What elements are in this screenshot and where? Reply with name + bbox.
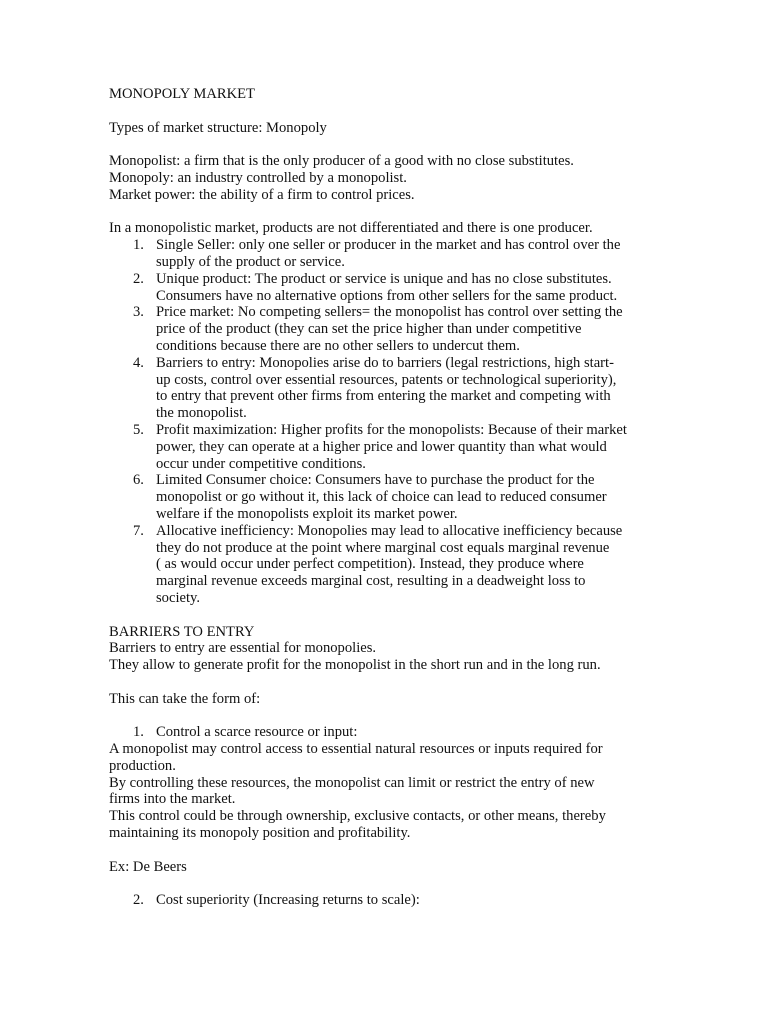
- barrier-text-line: firms into the market.: [109, 791, 236, 808]
- list-number: 7.: [133, 522, 144, 539]
- section-heading-barriers: BARRIERS TO ENTRY: [109, 623, 255, 640]
- list-item: [109, 355, 669, 422]
- barrier-text-line: By controlling these resources, the monopolist can limit or restrict the entry of new: [109, 774, 595, 791]
- list-item: [109, 523, 669, 607]
- list-number: 6.: [133, 472, 144, 489]
- list-item-line: conditions because there are no other sellers to undercut them.: [156, 337, 520, 354]
- spacer: [109, 875, 669, 892]
- list-item-line: Consumers have no alternative options from other sellers for the same product.: [156, 287, 618, 304]
- list-item-line: Allocative inefficiency: Monopolies may lead to allocative inefficiency because: [156, 522, 623, 539]
- spacer: [109, 674, 669, 691]
- list-number: 5.: [133, 421, 144, 438]
- barrier-item-1: [109, 724, 669, 741]
- barrier-text-line: This control could be through ownership, exclusive contacts, or other means, thereby: [109, 808, 606, 825]
- document-title: MONOPOLY MARKET: [109, 86, 255, 102]
- list-number: 1.: [133, 724, 144, 741]
- list-item-line: Barriers to entry: Monopolies arise do to barriers (legal restrictions, high start-: [156, 354, 614, 371]
- spacer: [109, 842, 669, 859]
- spacer: [109, 707, 669, 724]
- barriers-line: They allow to generate profit for the monopolist in the short run and in the long run.: [109, 657, 601, 674]
- list-item-line: monopolist or go without it, this lack of choice can lead to reduced consumer: [156, 489, 607, 506]
- list-item-line: Profit maximization: Higher profits for the monopolists: Because of their market: [156, 421, 627, 438]
- list-item: [109, 304, 669, 354]
- list-item-line: ( as would occur under perfect competition). Instead, they produce where: [156, 556, 584, 573]
- definition-monopoly: Monopoly: an industry controlled by a monopolist.: [109, 169, 407, 186]
- document-body: [109, 86, 669, 909]
- list-item-line: Limited Consumer choice: Consumers have to purchase the product for the: [156, 472, 595, 489]
- document-subtitle: Types of market structure: Monopoly: [109, 119, 327, 136]
- list-number: 3.: [133, 304, 144, 321]
- list-item-line: they do not produce at the point where marginal cost equals marginal revenue: [156, 539, 610, 556]
- barrier-text-line: A monopolist may control access to essential natural resources or inputs required for: [109, 741, 603, 758]
- barriers-line: Barriers to entry are essential for monopolies.: [109, 640, 377, 657]
- barrier-text-line: production.: [109, 757, 176, 774]
- list-item: [109, 271, 669, 305]
- list-item-line: welfare if the monopolists exploit its market power.: [156, 505, 458, 522]
- list-item: [109, 422, 669, 472]
- list-item-line: the monopolist.: [156, 405, 247, 422]
- barrier-label: Cost superiority (Increasing returns to scale):: [156, 892, 420, 909]
- list-item-line: up costs, control over essential resources, patents or technological superiority),: [156, 371, 617, 388]
- list-item-line: to entry that prevent other firms from entering the market and competing with: [156, 388, 611, 405]
- list-item-line: occur under competitive conditions.: [156, 455, 366, 472]
- example-line: Ex: De Beers: [109, 858, 187, 875]
- list-item: [109, 472, 669, 522]
- spacer: [109, 204, 669, 221]
- list-item: [109, 237, 669, 271]
- spacer: [109, 136, 669, 153]
- intro-paragraph: In a monopolistic market, products are not differentiated and there is one producer.: [109, 220, 593, 237]
- definition-market-power: Market power: the ability of a firm to control prices.: [109, 186, 415, 203]
- spacer: [109, 607, 669, 624]
- form-intro: This can take the form of:: [109, 690, 261, 707]
- list-item-line: Single Seller: only one seller or producer in the market and has control over the: [156, 237, 621, 254]
- list-number: 2.: [133, 892, 144, 909]
- list-item-line: society.: [156, 589, 201, 606]
- list-item-line: price of the product (they can set the price higher than under competitive: [156, 321, 582, 338]
- spacer: [109, 103, 669, 120]
- barrier-label: Control a scarce resource or input:: [156, 724, 358, 741]
- list-item-line: power, they can operate at a higher price and lower quantity than what would: [156, 438, 607, 455]
- list-item-line: marginal revenue exceeds marginal cost, resulting in a deadweight loss to: [156, 573, 586, 590]
- list-number: 2.: [133, 270, 144, 287]
- definition-monopolist: Monopolist: a firm that is the only producer of a good with no close substitutes.: [109, 153, 574, 170]
- barrier-item-2: [109, 892, 669, 909]
- list-number: 4.: [133, 354, 144, 371]
- list-number: 1.: [133, 237, 144, 254]
- list-item-line: supply of the product or service.: [156, 253, 345, 270]
- list-item-line: Price market: No competing sellers= the monopolist has control over setting the: [156, 304, 623, 321]
- characteristics-list: [109, 237, 669, 607]
- list-item-line: Unique product: The product or service is unique and has no close substitutes.: [156, 270, 612, 287]
- barrier-text-line: maintaining its monopoly position and profitability.: [109, 825, 411, 842]
